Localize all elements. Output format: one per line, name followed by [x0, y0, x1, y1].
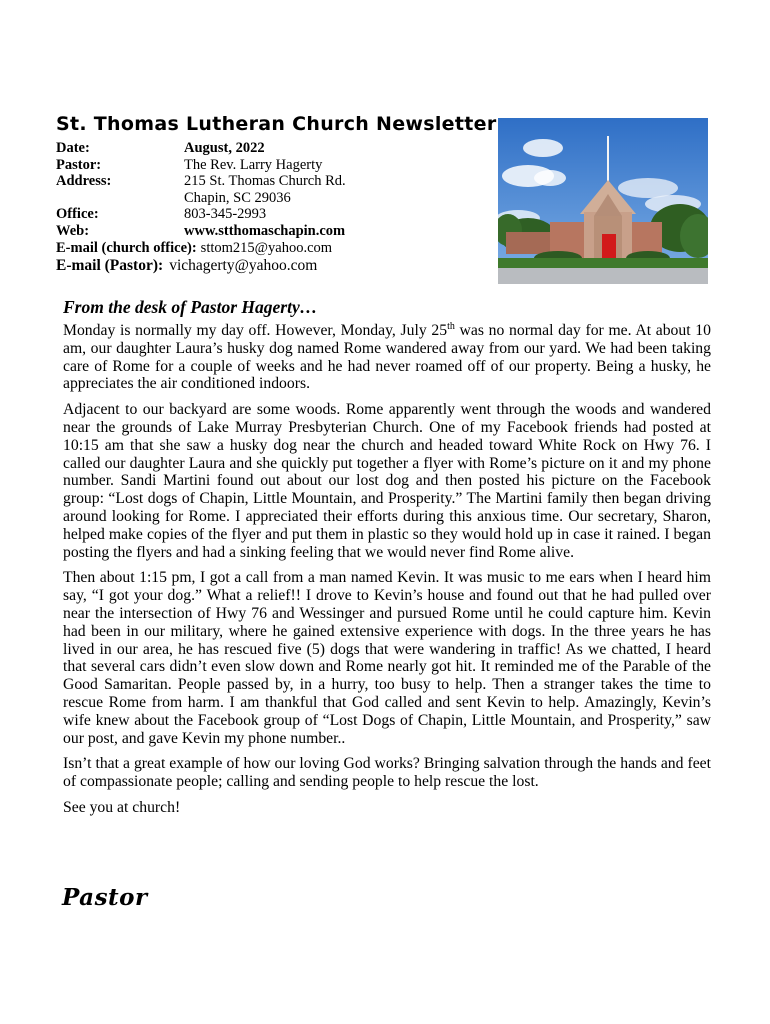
date-row	[56, 140, 346, 157]
address-row-2	[56, 190, 346, 207]
office-label: Office:	[56, 206, 99, 223]
paragraph-4: Isn’t that a great example of how our loving God works? Bringing salvation through the hands and feet of compassionate people; calling and sending people to help rescue the lost.	[63, 755, 711, 791]
paragraph-2: Adjacent to our backyard are some woods. Rome apparently went through the woods and wandered near the grounds of Lake Murray Presbyterian Church. One of my Facebook friends had posted at 10:15 am that she saw a husky dog near the church and headed toward White Rock on Hwy 76. I called our daughter Laura and she quickly put together a flyer with Rome’s picture on it and my phone number. Sandi Martini found out about our lost dog and then posted his picture on the Facebook group: “Lost dogs of Chapin, Little Mountain, and Prosperity.” The Martini family then began driving around looking for Rome. I appreciated their efforts during this anxious time. Our secretary, Sharon, helped make copies of the flyer and put them in plastic so they would hold up in case it rained. I began posting the flyers and had a sinking feeling that we would never find Rome alive.	[63, 401, 711, 561]
newsletter-info-block	[56, 140, 346, 275]
email-pastor-label: E-mail (Pastor):	[56, 257, 164, 275]
church-photo	[498, 118, 708, 284]
article-body	[63, 322, 711, 825]
newsletter-title: St. Thomas Lutheran Church Newsletter	[56, 113, 497, 135]
email-pastor-row	[56, 256, 346, 275]
date-label: Date:	[56, 140, 90, 156]
email-office-link[interactable]: sttom215@yahoo.com	[200, 239, 333, 256]
email-office-row	[56, 240, 346, 257]
article-heading: From the desk of Pastor Hagerty…	[63, 297, 318, 317]
pastor-value: The Rev. Larry Hagerty	[184, 156, 323, 173]
office-row	[56, 206, 346, 223]
address-row	[56, 173, 346, 190]
church-photo-icon	[498, 118, 708, 284]
signoff: See you at church!	[63, 798, 181, 816]
pastor-row	[56, 157, 346, 174]
pastor-signature: Pastor	[62, 884, 148, 911]
web-label: Web:	[56, 222, 90, 239]
address-line1: 215 St. Thomas Church Rd.	[184, 173, 346, 190]
email-office-label: E-mail (church office):	[56, 239, 197, 256]
paragraph-3: Then about 1:15 pm, I got a call from a man named Kevin. It was music to me ears when I heard him say, “I got your dog.” What a relief!! I drove to Kevin’s house and found out that he had pulled over near the intersection of Hwy 76 and Wessinger and pursued Rome until he could capture him. Kevin had been in our military, where he gained extensive experience with dogs. In the three years he has lived in our area, he has rescued five (5) dogs that were wandering in traffic! As we chatted, I heard that several cars didn’t even slow down and Rome nearly got hit. It reminded me of the Parable of the Good Samaritan. People passed by, in a hurry, too busy to help. Then a stranger takes the time to rescue Rome from harm. I am thankful that God called and sent Kevin to help. Amazingly, Kevin’s wife knew about the Facebook group of “Lost Dogs of Chapin, Little Mountain, and Prosperity,” saw our post, and gave Kevin my phone number..	[63, 569, 711, 747]
office-phone: 803-345-2993	[184, 206, 267, 223]
date-value: August, 2022	[184, 140, 265, 156]
address-label: Address:	[56, 173, 112, 190]
email-pastor-link[interactable]: vichagerty@yahoo.com	[169, 257, 318, 275]
web-link[interactable]: www.stthomaschapin.com	[184, 222, 346, 239]
address-line2: Chapin, SC 29036	[184, 189, 291, 206]
pastor-label: Pastor:	[56, 156, 102, 173]
paragraph-1: Monday is normally my day off. However, Monday, July 25th was no normal day for me. At about 10 am, our daughter Laura’s husky dog named Rome wandered away from our yard. We had been taking care of Rome for a couple of weeks and he had never roamed off of our property. Being a husky, he appreciates the air conditioned indoors.	[63, 321, 711, 393]
web-row	[56, 223, 346, 240]
